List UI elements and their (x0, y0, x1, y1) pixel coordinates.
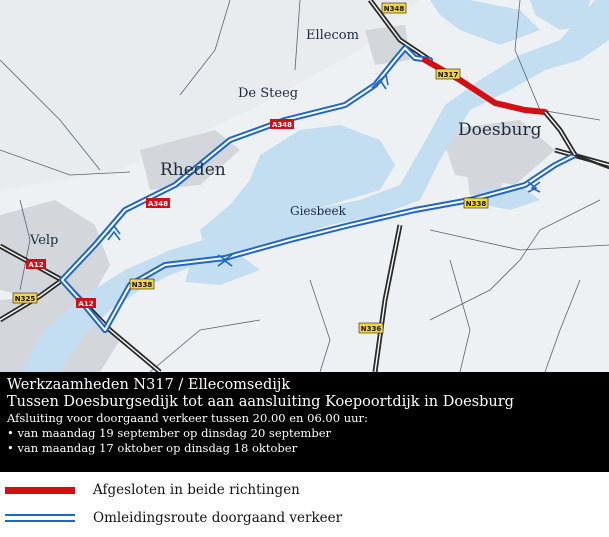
svg-text:A12: A12 (78, 300, 94, 308)
closed-swatch (5, 487, 75, 494)
info-title-line-1: Werkzaamheden N317 / Ellecomsedijk (7, 377, 291, 393)
svg-text:N325: N325 (14, 295, 36, 303)
svg-text:N338: N338 (131, 281, 153, 289)
legend (0, 474, 609, 537)
shield-n325 (13, 293, 37, 303)
svg-text:A348: A348 (147, 200, 169, 208)
info-title-line-2: Tussen Doesburgsedijk tot aan aansluiting Koepoortdijk in Doesburg (7, 394, 514, 410)
svg-text:N336: N336 (360, 325, 382, 333)
place-ellecom: Ellecom (306, 28, 359, 43)
shield-n348-top (382, 3, 406, 13)
shield-a12-left (26, 259, 46, 269)
shield-n338-left (130, 279, 154, 289)
legend-label-detour: Omleidingsroute doorgaand verkeer (93, 510, 343, 526)
place-giesbeek: Giesbeek (290, 204, 346, 218)
shield-n338-right (464, 198, 488, 208)
closure-hours: Afsluiting voor doorgaand verkeer tussen 20.00 en 06.00 uur: (7, 411, 368, 425)
info-panel (0, 372, 609, 472)
place-doesburg: Doesburg (458, 120, 542, 140)
svg-text:N348: N348 (383, 5, 405, 13)
shield-n336 (359, 323, 383, 333)
shield-a348-lower (146, 198, 170, 208)
place-de-steeg: De Steeg (238, 86, 299, 101)
shield-a12-lower (76, 298, 96, 308)
svg-text:N317: N317 (437, 71, 459, 79)
legend-item-closed (0, 477, 609, 503)
detour-swatch (5, 514, 75, 522)
svg-text:A12: A12 (28, 261, 44, 269)
svg-text:N338: N338 (465, 200, 487, 208)
closure-period-2: • van maandag 17 oktober op dinsdag 18 oktober (7, 441, 298, 455)
svg-text:A348: A348 (271, 121, 293, 129)
legend-item-detour (0, 505, 609, 531)
shield-n317 (436, 69, 460, 79)
closure-period-1: • van maandag 19 september op dinsdag 20 september (7, 426, 331, 440)
shield-a348-upper (270, 119, 294, 129)
legend-label-closed: Afgesloten in beide richtingen (93, 482, 300, 498)
place-rheden: Rheden (160, 160, 226, 180)
place-velp: Velp (30, 233, 59, 248)
